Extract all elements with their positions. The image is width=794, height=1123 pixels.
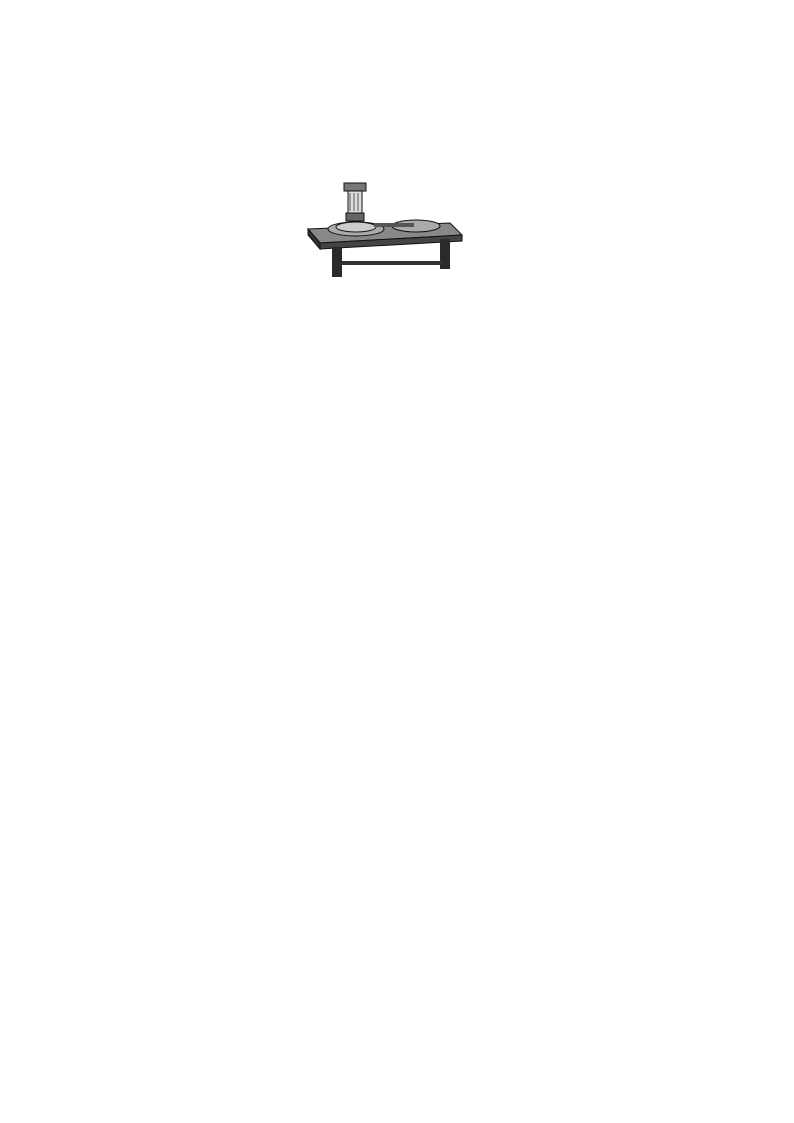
centripetal-apparatus-figure	[304, 177, 468, 291]
